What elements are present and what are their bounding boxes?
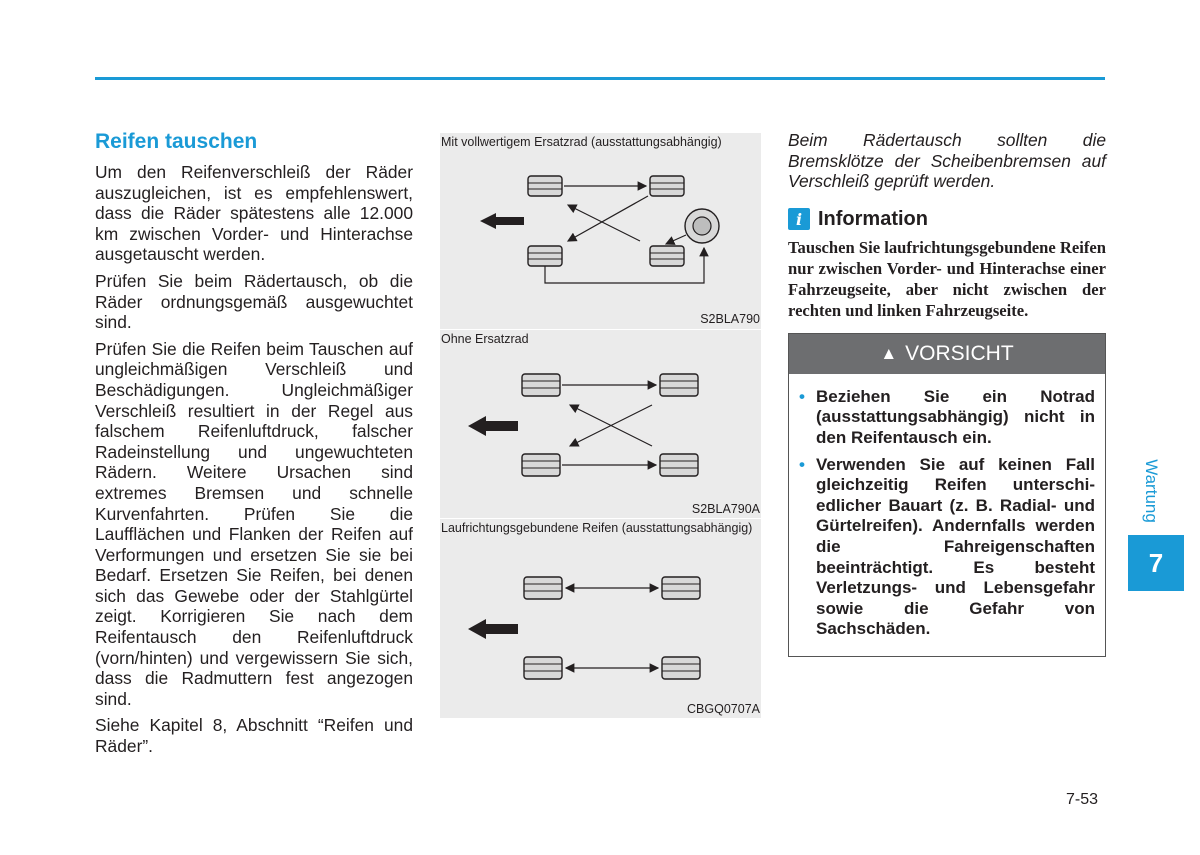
rotation-diagram-without-spare (440, 330, 761, 519)
bullet-icon: • (799, 386, 805, 406)
information-header (788, 208, 1106, 231)
information-icon: i (788, 208, 810, 230)
rotation-diagram-directional (440, 519, 761, 719)
figure-with-spare-wheel (440, 133, 761, 329)
paragraph-1: Um den Reifenverschleiß der Räder auszugleichen, ist es empfehlenswert, dass die Räder spätestens alle 12.000 km zwischen Vorder- und Hinterachse ausgetauscht werden. (95, 162, 413, 265)
figure-without-spare-wheel (440, 329, 761, 519)
figure-caption: Laufrichtungsgebundene Reifen (ausstattungsabhängig) (441, 521, 753, 535)
driving-direction-arrow (480, 213, 524, 229)
figure-code: CBGQ0707A (687, 702, 760, 716)
bullet-icon: • (799, 454, 805, 474)
figures-panel (440, 133, 761, 718)
spare-wheel-icon (685, 209, 719, 243)
figure-code: S2BLA790A (691, 502, 760, 516)
caution-item: • Verwenden Sie auf keinen Fall gleichzeitig Reifen unterschiedlicher Bauart (z. B. Radial- und Gürtelreifen). Andernfalls werden die Fahreigenschaften beeinträchtigt. Es besteht Verletzungs- und Lebensgefahr sowie die Gefahr von Sachschäden. (799, 454, 1095, 639)
information-title: Information (818, 207, 928, 230)
right-column (788, 130, 1106, 657)
paragraph-4: Siehe Kapitel 8, Abschnitt “Reifen und Räder”. (95, 715, 413, 757)
driving-direction-arrow (468, 416, 518, 436)
information-body: Tauschen Sie laufrichtungsgebundene Reifen nur zwischen Vorder- und Hinterachse einer Fahrzeugseite, aber nicht zwischen der rechten und linken Fahrzeugseite. (788, 237, 1106, 320)
rotation-diagram-with-spare (440, 133, 761, 329)
section-title: Reifen tauschen (95, 130, 258, 153)
caution-list (789, 374, 1105, 656)
paragraph-2: Prüfen Sie beim Rädertausch, ob die Räder ordnungsgemäß ausgewuchtet sind. (95, 270, 413, 333)
caution-box (788, 333, 1106, 657)
warning-triangle-icon: ▲ (880, 343, 898, 363)
figure-code: S2BLA790 (700, 312, 760, 326)
left-column (95, 130, 413, 763)
driving-direction-arrow (468, 619, 518, 639)
figure-directional-tires (440, 518, 761, 719)
chapter-number-tab: 7 (1128, 535, 1184, 591)
paragraph-3: Prüfen Sie die Reifen beim Tauschen auf ungleichmäßigen Verschleiß und Beschädigungen. Ungleichmäßiger Verschleiß resultiert in der Regel aus falschem Reifenluftdruck, falscher Radeinstellung und ungewuchteten Rädern. Weitere Ursachen sind extremes Bremsen und schnelle Kurvenfahrten. Prüfen Sie die Laufflächen und Flanken der Reifen auf Verformungen und ersetzen Sie sie bei Bedarf. Ersetzen Sie Reifen, bei denen sich das Gewebe oder der Stahlgürtel zeigt. Korrigieren Sie nach dem Reifentausch den Reifenluftdruck (vorn/hinten) und vergewissern Sie sich, dass die Radmuttern fest angezogen sind. (95, 338, 413, 709)
caution-title: VORSICHT (905, 341, 1014, 365)
caution-item: • Beziehen Sie ein Notrad (ausstattungsabhängig) nicht in den Reifentausch ein. (799, 386, 1095, 447)
chapter-side-label: Wartung (1142, 459, 1161, 523)
brake-note: Beim Rädertausch sollten die Bremsklötze der Scheibenbremsen auf Verschleiß geprüft werden. (788, 130, 1106, 192)
top-rule (95, 77, 1105, 80)
caution-header (789, 334, 1105, 374)
page-number: 7-53 (1066, 791, 1099, 808)
figure-caption: Ohne Ersatzrad (441, 332, 529, 346)
figure-caption: Mit vollwertigem Ersatzrad (ausstattungsabhängig) (441, 135, 722, 149)
